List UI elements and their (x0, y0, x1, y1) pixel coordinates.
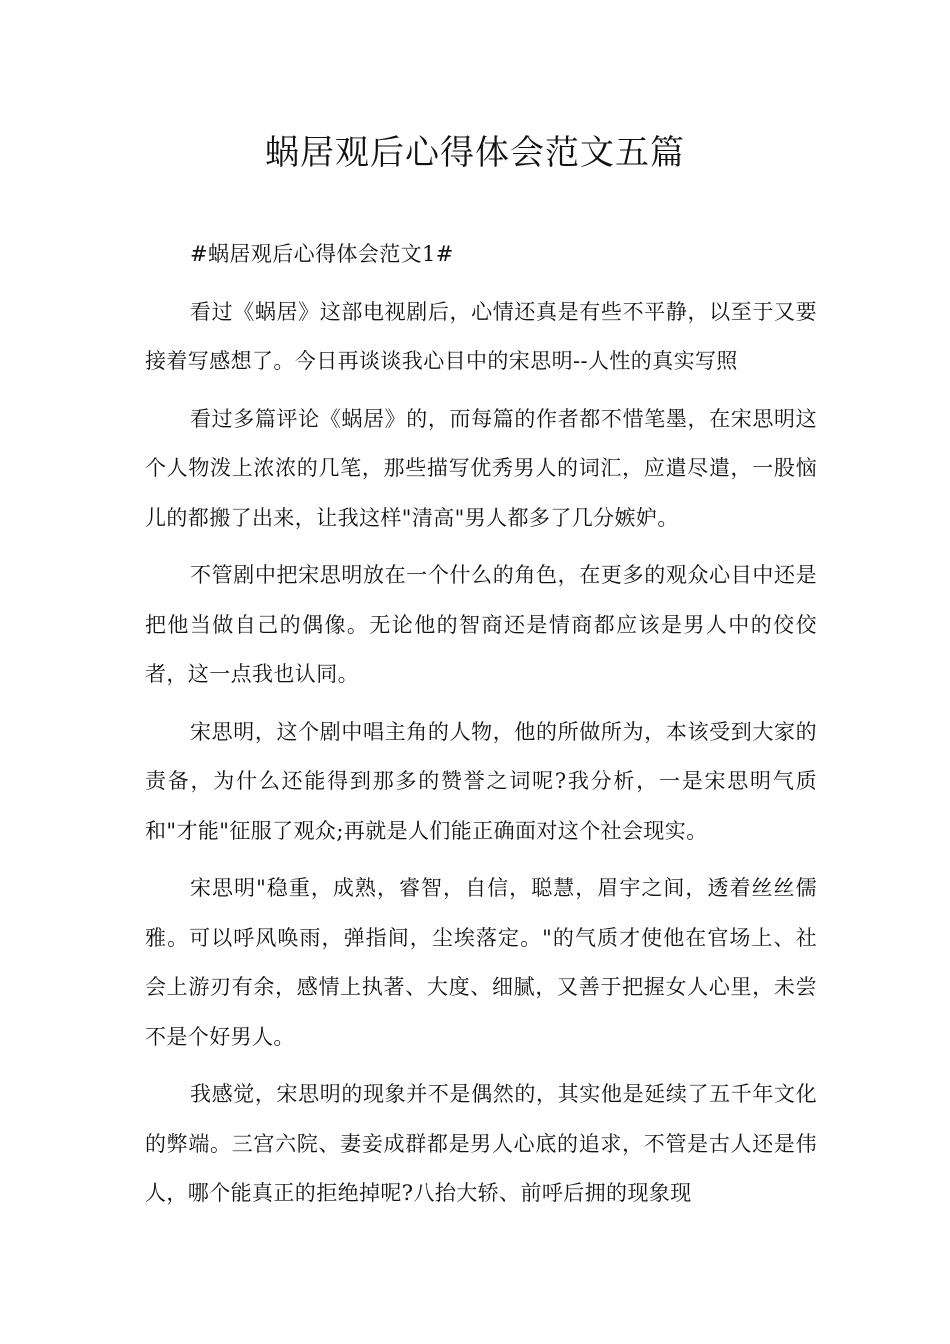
paragraph: 不管剧中把宋思明放在一个什么的角色，在更多的观众心目中还是把他当做自己的偶像。无论他的智商还是情商都应该是男人中的佼佼者，这一点我也认同。 (145, 563, 817, 686)
document-body (145, 230, 817, 1227)
paragraph: 宋思明"稳重，成熟，睿智，自信，聪慧，眉宇之间，透着丝丝儒雅。可以呼风唤雨，弹指间，尘埃落定。"的气质才使他在官场上、社会上游刃有余，感情上执著、大度、细腻，又善于把握女人心里，未尝不是个好男人。 (145, 876, 817, 1049)
paragraph-heading: #蜗居观后心得体会范文1# (190, 242, 454, 266)
paragraph: 我感觉，宋思明的现象并不是偶然的，其实他是延续了五千年文化的弊端。三宫六院、妻妾成群都是男人心底的追求，不管是古人还是伟人，哪个能真正的拒绝掉呢?八抬大轿、前呼后拥的现象现 (145, 1082, 817, 1205)
paragraph: 看过《蜗居》这部电视剧后，心情还真是有些不平静，以至于又要接着写感想了。今日再谈谈我心目中的宋思明--人性的真实写照 (145, 299, 817, 373)
document-title: 蜗居观后心得体会范文五篇 (265, 133, 685, 173)
paragraph: 宋思明，这个剧中唱主角的人物，他的所做所为，本该受到大家的责备，为什么还能得到那多的赞誉之词呢?我分析，一是宋思明气质和"才能"征服了观众;再就是人们能正确面对这个社会现实。 (145, 719, 817, 843)
paragraph: 看过多篇评论《蜗居》的，而每篇的作者都不惜笔墨，在宋思明这个人物泼上浓浓的几笔，那些描写优秀男人的词汇，应遣尽遣，一股恼儿的都搬了出来，让我这样"清高"男人都多了几分嫉妒。 (145, 406, 817, 530)
